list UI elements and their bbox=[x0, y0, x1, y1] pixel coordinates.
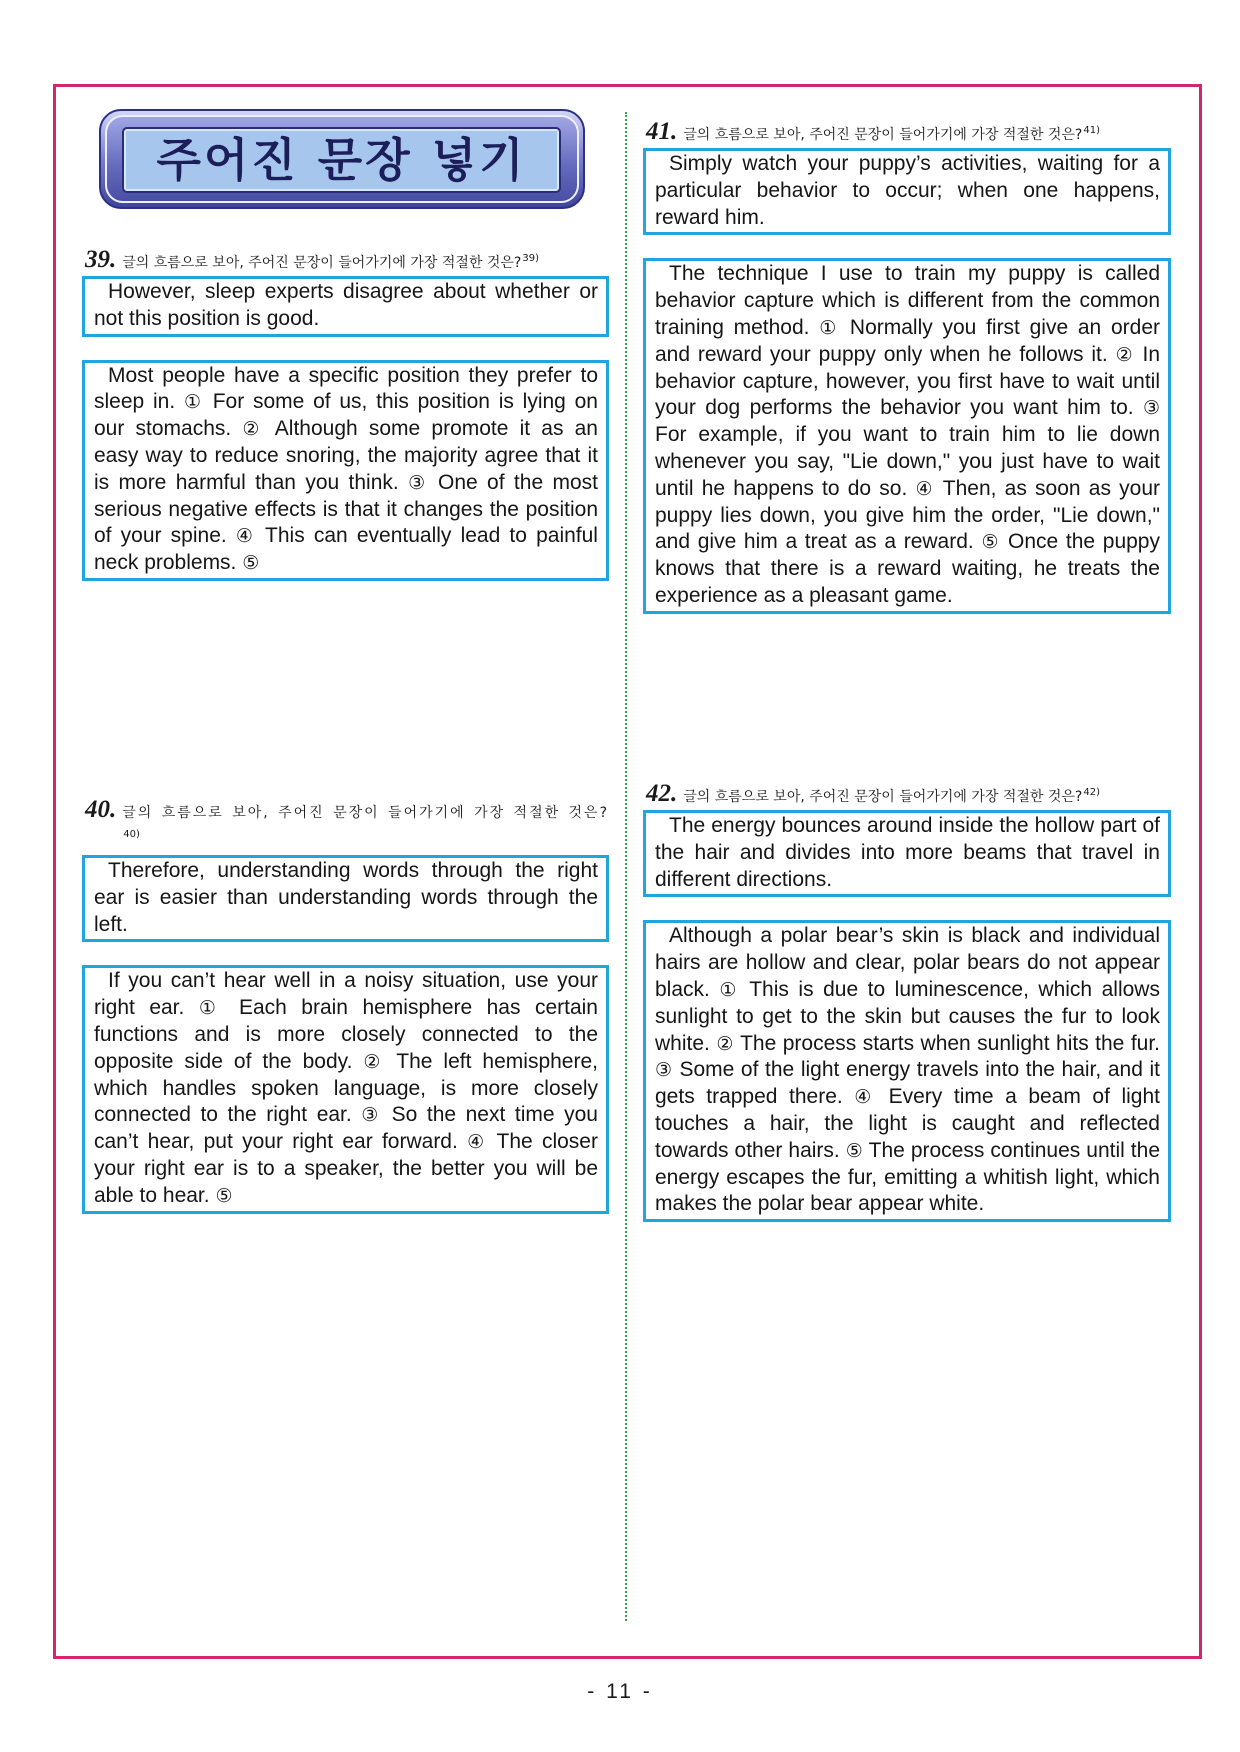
given-sentence-box: The energy bounces around inside the hollow part of the hair and divides into more beams that travel in different directions. bbox=[643, 810, 1171, 897]
prompt-text: 글의 흐름으로 보아, 주어진 문장이 들어가기에 가장 적절한 것은? bbox=[683, 789, 1083, 805]
insertion-marker-1: ① bbox=[183, 391, 204, 414]
passage-sentence: Most people have a specific position they prefer to sleep in. bbox=[94, 363, 598, 414]
question-prompt bbox=[683, 122, 1171, 148]
question-header bbox=[82, 247, 609, 273]
passage-box bbox=[643, 920, 1171, 1222]
passage-sentence: In behavior capture, however, you first have to wait until your dog performs the behavior you want him to. bbox=[655, 342, 1160, 420]
passage-sentence: So the next time you can’t hear, put your right ear forward. bbox=[94, 1103, 598, 1154]
passage-sentence: The left hemisphere, which handles spoken language, is more closely connected to the right ear. bbox=[94, 1049, 598, 1127]
passage-sentence: Although some promote it as an easy way to reduce snoring, the majority agree that it is more harmful than you think. bbox=[94, 417, 598, 494]
section-title-banner bbox=[99, 109, 585, 209]
footnote-ref: 41) bbox=[1083, 125, 1100, 136]
passage-sentence: This can eventually lead to painful neck problems. bbox=[94, 524, 598, 575]
passage-sentence: One of the most serious negative effects is that it changes the position of your spine. bbox=[94, 470, 598, 548]
question-39 bbox=[82, 247, 609, 581]
insertion-marker-5: ⑤ bbox=[981, 531, 1001, 554]
question-number: 41. bbox=[646, 118, 678, 145]
question-number: 39. bbox=[85, 246, 117, 273]
passage-sentence: Although a polar bear’s skin is black and individual hairs are hollow and clear, polar bears do not appear black. bbox=[655, 924, 1160, 1001]
passage-sentence: Some of the light energy travels into the hair, and it gets trapped there. bbox=[655, 1058, 1160, 1109]
insertion-marker-2: ② bbox=[363, 1050, 386, 1073]
insertion-marker-3: ③ bbox=[1142, 397, 1160, 420]
insertion-marker-3: ③ bbox=[408, 471, 429, 494]
question-header bbox=[643, 119, 1171, 145]
given-sentence-box: Simply watch your puppy’s activities, waiting for a particular behavior to occur; when one happens, reward him. bbox=[643, 148, 1171, 235]
passage-sentence: Every time a beam of light touches a hair, the light is caught and reflected towards other hairs. bbox=[655, 1085, 1160, 1162]
insertion-marker-1: ① bbox=[719, 978, 741, 1001]
column-divider bbox=[625, 112, 627, 1621]
passage-box bbox=[82, 965, 609, 1213]
passage-sentence: This is due to luminescence, which allows sunlight to get to the skin but causes the fur to look white. bbox=[655, 977, 1160, 1055]
question-header bbox=[643, 781, 1171, 807]
prompt-text: 글의 흐름으로 보아, 주어진 문장이 들어가기에 가장 적절한 것은? bbox=[683, 127, 1083, 143]
passage-sentence: The closer your right ear is to a speaker, the better you will be able to hear. bbox=[94, 1130, 598, 1207]
page-number: - 11 - bbox=[587, 1680, 653, 1703]
passage-sentence: For example, if you want to train him to lie down whenever you say, "Lie down," you just have to wait until he happens to do so. bbox=[655, 423, 1160, 500]
insertion-marker-5: ⑤ bbox=[215, 1184, 233, 1207]
passage-sentence: Each brain hemisphere has certain functions and is more closely connected to the opposite side of the body. bbox=[94, 996, 598, 1073]
prompt-text: 글의 흐름으로 보아, 주어진 문장이 들어가기에 가장 적절한 것은? bbox=[122, 255, 522, 271]
insertion-marker-5: ⑤ bbox=[242, 552, 260, 575]
insertion-marker-3: ③ bbox=[361, 1104, 383, 1127]
banner-inner-panel bbox=[122, 127, 561, 193]
insertion-marker-4: ④ bbox=[235, 525, 257, 548]
passage-sentence: Normally you first give an order and reward your puppy only when he follows it. bbox=[655, 315, 1160, 366]
insertion-marker-2: ② bbox=[242, 418, 265, 441]
question-header bbox=[82, 797, 609, 852]
passage-box bbox=[643, 258, 1171, 613]
question-40 bbox=[82, 797, 609, 1214]
insertion-marker-1: ① bbox=[198, 997, 225, 1020]
passage-sentence: If you can’t hear well in a noisy situation, use your right ear. bbox=[94, 969, 598, 1020]
passage-sentence: Then, as soon as your puppy lies down, you give him the order, "Lie down," and give him a treat as a reward. bbox=[655, 476, 1160, 554]
given-sentence-box: Therefore, understanding words through the right ear is easier than understanding words through the left. bbox=[82, 855, 609, 942]
passage-sentence: For some of us, this position is lying on our stomachs. bbox=[94, 390, 598, 441]
passage-sentence: The process starts when sunlight hits the fur. bbox=[740, 1031, 1160, 1055]
insertion-marker-4: ④ bbox=[467, 1131, 488, 1154]
passage-sentence: The process continues until the energy escapes the fur, emitting a whitish light, which makes the polar bear appear white. bbox=[655, 1138, 1160, 1216]
question-prompt bbox=[683, 784, 1171, 810]
footnote-ref: 39) bbox=[522, 253, 539, 264]
question-number: 40. bbox=[85, 796, 117, 823]
question-number: 42. bbox=[646, 780, 678, 807]
insertion-marker-2: ② bbox=[716, 1032, 734, 1055]
passage-sentence: The technique I use to train my puppy is called behavior capture which is different from the common training method. bbox=[655, 262, 1160, 339]
question-42 bbox=[643, 781, 1171, 1222]
question-41 bbox=[643, 119, 1171, 614]
passage-box bbox=[82, 360, 609, 581]
insertion-marker-2: ② bbox=[1115, 343, 1135, 366]
section-title: 주어진 문장 넣기 bbox=[156, 133, 527, 187]
given-sentence-box: However, sleep experts disagree about whether or not this position is good. bbox=[82, 276, 609, 337]
insertion-marker-3: ③ bbox=[655, 1059, 673, 1082]
footnote-ref: 42) bbox=[1083, 787, 1100, 798]
footnote-ref: 40) bbox=[123, 829, 140, 840]
insertion-marker-5: ⑤ bbox=[845, 1139, 863, 1162]
prompt-text: 글의 흐름으로 보아, 주어진 문장이 들어가기에 가장 적절한 것은? bbox=[122, 805, 609, 821]
question-prompt bbox=[122, 800, 609, 852]
passage-sentence: Once the puppy knows that there is a reward waiting, he treats the experience as a pleasant game. bbox=[655, 530, 1160, 607]
question-prompt bbox=[122, 250, 609, 276]
insertion-marker-4: ④ bbox=[854, 1086, 878, 1109]
insertion-marker-1: ① bbox=[819, 316, 841, 339]
insertion-marker-4: ④ bbox=[915, 477, 935, 500]
